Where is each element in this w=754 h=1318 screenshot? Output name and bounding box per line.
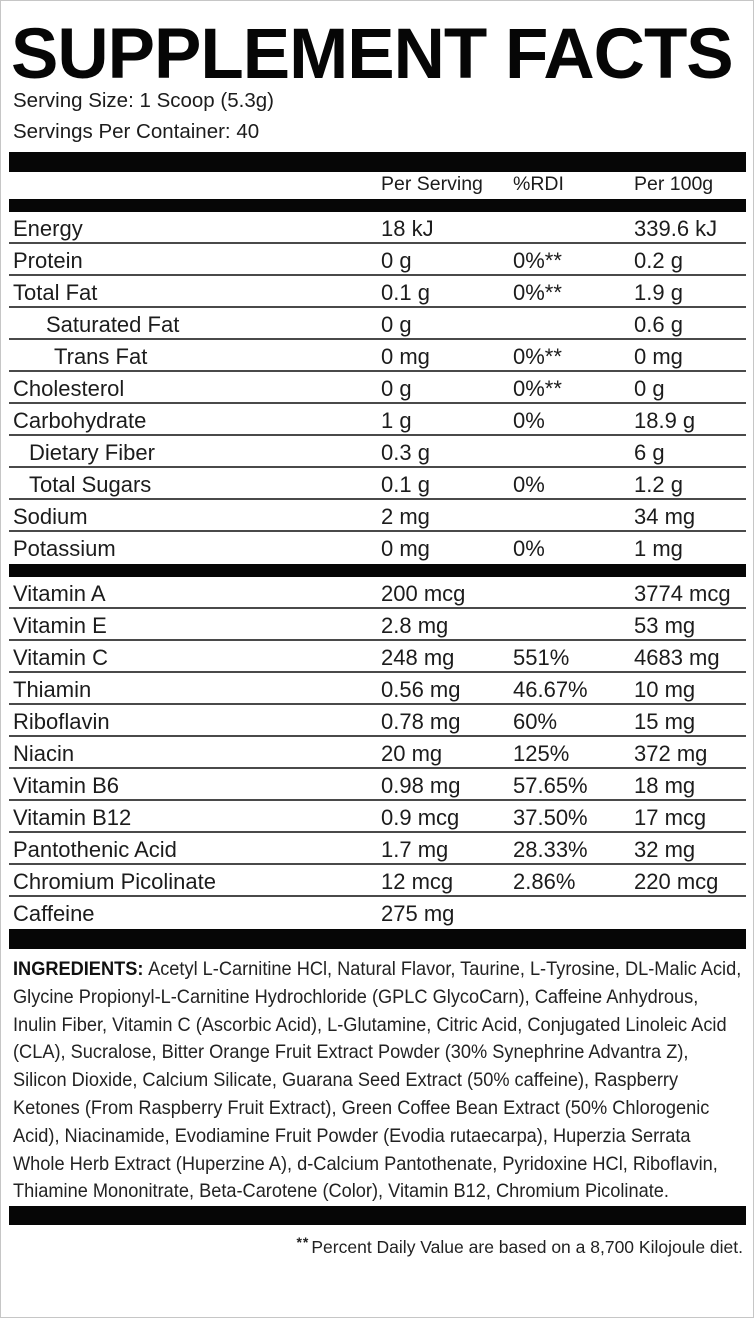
nutrient-row (1, 577, 753, 609)
rdi-value: 60% (513, 709, 558, 734)
rdi-value: 2.86% (513, 869, 576, 894)
column-header-per-100g: Per 100g (634, 173, 714, 195)
nutrient-row (1, 436, 753, 468)
nutrient-row (1, 532, 753, 564)
rdi-value: 551% (513, 645, 570, 670)
nutrient-row (1, 372, 753, 404)
nutrient-row (1, 833, 753, 865)
footnote-text: Percent Daily Value are based on a 8,700 Kilojoule diet. (311, 1237, 743, 1258)
rdi-value: 0% (513, 408, 545, 433)
ingredients-label: INGREDIENTS: (13, 958, 144, 980)
rdi-value: 0%** (513, 280, 562, 305)
per-serving-value: 0 g (381, 376, 412, 401)
per-serving-value: 12 mcg (381, 869, 454, 894)
nutrient-name: Cholesterol (13, 376, 125, 401)
per-serving-value: 1 g (381, 408, 412, 433)
ingredients-bottom-bar (9, 1206, 746, 1225)
per-100g-value: 0 mg (634, 344, 683, 369)
nutrient-row (1, 276, 753, 308)
per-100g-value: 372 mg (634, 741, 708, 766)
per-serving-value: 1.7 mg (381, 837, 449, 862)
rdi-value: 57.65% (513, 773, 588, 798)
per-100g-value: 1.2 g (634, 472, 683, 497)
per-serving-value: 248 mg (381, 645, 455, 670)
nutrient-name: Total Fat (13, 280, 98, 305)
nutrient-name: Vitamin B6 (13, 773, 119, 798)
nutrient-name: Trans Fat (54, 344, 148, 369)
per-100g-value: 32 mg (634, 837, 696, 862)
per-100g-value: 34 mg (634, 504, 696, 529)
nutrient-row (1, 340, 753, 372)
nutrient-name: Energy (13, 216, 83, 241)
per-serving-value: 0.78 mg (381, 709, 461, 734)
nutrient-row (1, 244, 753, 276)
per-serving-value: 0 mg (381, 344, 430, 369)
per-100g-value: 18 mg (634, 773, 696, 798)
rdi-value: 0%** (513, 248, 562, 273)
nutrient-name: Protein (13, 248, 83, 273)
per-serving-value: 2.8 mg (381, 613, 449, 638)
nutrient-name: Saturated Fat (46, 312, 180, 337)
nutrient-rows (1, 212, 753, 929)
nutrient-row (1, 641, 753, 673)
nutrient-name: Niacin (13, 741, 75, 766)
footnote (1, 1231, 743, 1258)
per-100g-value: 18.9 g (634, 408, 696, 433)
per-100g-value: 10 mg (634, 677, 696, 702)
header-divider-bar (9, 199, 746, 212)
per-100g-value: 0.2 g (634, 248, 683, 273)
nutrient-row (1, 737, 753, 769)
rdi-value: 28.33% (513, 837, 588, 862)
nutrient-row (1, 865, 753, 897)
ingredients-list-text: Acetyl L-Carnitine HCl, Natural Flavor, Taurine, L-Tyrosine, DL-Malic Acid, Glycine Propionyl-L-Carnitine Hydrochloride (GPLC GlycoCarn), Caffeine Anhydrous, Inulin Fiber, Vitamin C (Ascorbic Acid), L-Glutamine, Citric Acid, Conjugated Linoleic Acid (CLA), Sucralose, Bitter Orange Fruit Extract Powder (30% Synephrine Advantra Z), Silicon Dioxide, Calcium Silicate, Guarana Seed Extract (50% caffeine), Raspberry Ketones (From Raspberry Fruit Extract), Green Coffee Bean Extract (50% Chlorogenic Acid), Niacinamide, Evodiamine Fruit Powder (Evodia rutaecarpa), Huperzia Serrata Whole Herb Extract (Huperzine A), d-Calcium Pantothenate, Pyridoxine HCl, Riboflavin, Thiamine Mononitrate, Beta-Carotene (Color), Vitamin B12, Chromium Picolinate. (13, 958, 742, 1203)
rdi-value: 125% (513, 741, 570, 766)
per-serving-value: 2 mg (381, 504, 430, 529)
per-serving-value: 275 mg (381, 901, 455, 926)
per-100g-value: 15 mg (634, 709, 696, 734)
per-100g-value: 0 g (634, 376, 665, 401)
nutrient-name: Chromium Picolinate (13, 869, 216, 894)
nutrient-row (1, 897, 753, 929)
serving-size-text: Serving Size: 1 Scoop (5.3g) (13, 89, 274, 112)
per-serving-value: 200 mcg (381, 581, 466, 606)
column-header-per-serving: Per Serving (381, 173, 483, 195)
rdi-value: 0%** (513, 376, 562, 401)
nutrient-name: Vitamin B12 (13, 805, 132, 830)
per-100g-value: 6 g (634, 440, 665, 465)
nutrient-name: Vitamin C (13, 645, 108, 670)
per-serving-value: 18 kJ (381, 216, 434, 241)
nutrient-name: Vitamin E (13, 613, 107, 638)
per-serving-value: 20 mg (381, 741, 443, 766)
rdi-value: 46.67% (513, 677, 588, 702)
per-100g-value: 1.9 g (634, 280, 683, 305)
nutrient-row (1, 308, 753, 340)
rdi-value: 0%** (513, 344, 562, 369)
servings-per-container-text: Servings Per Container: 40 (13, 120, 260, 143)
per-100g-value: 3774 mcg (634, 581, 731, 606)
per-serving-value: 0.56 mg (381, 677, 461, 702)
column-header-rdi: %RDI (513, 173, 564, 195)
rdi-value: 0% (513, 472, 545, 497)
nutrient-name: Potassium (13, 536, 116, 561)
page-title: SUPPLEMENT FACTS (11, 15, 733, 94)
nutrient-row (1, 705, 753, 737)
nutrient-name: Dietary Fiber (29, 440, 155, 465)
per-serving-value: 0.98 mg (381, 773, 461, 798)
per-100g-value: 339.6 kJ (634, 216, 718, 241)
nutrient-name: Carbohydrate (13, 408, 147, 433)
per-100g-value: 4683 mg (634, 645, 720, 670)
nutrient-row (1, 609, 753, 641)
nutrient-name: Vitamin A (13, 581, 106, 606)
nutrient-name: Riboflavin (13, 709, 110, 734)
rdi-value: 37.50% (513, 805, 588, 830)
nutrient-name: Pantothenic Acid (13, 837, 177, 862)
per-100g-value: 0.6 g (634, 312, 683, 337)
per-serving-value: 0 g (381, 248, 412, 273)
per-100g-value: 220 mcg (634, 869, 719, 894)
per-100g-value: 1 mg (634, 536, 683, 561)
per-serving-value: 0 g (381, 312, 412, 337)
section-divider-bar (9, 564, 746, 577)
per-100g-value: 53 mg (634, 613, 696, 638)
per-serving-value: 0.1 g (381, 280, 430, 305)
nutrient-row (1, 468, 753, 500)
per-serving-value: 0 mg (381, 536, 430, 561)
ingredients-paragraph (13, 956, 743, 1206)
nutrient-name: Caffeine (13, 901, 95, 926)
table-header-row (1, 172, 753, 199)
nutrient-row (1, 673, 753, 705)
footnote-asterisks: ** (296, 1234, 310, 1251)
per-serving-value: 0.1 g (381, 472, 430, 497)
top-divider-bar (9, 152, 746, 172)
nutrient-row (1, 212, 753, 244)
rdi-value: 0% (513, 536, 545, 561)
nutrient-row (1, 801, 753, 833)
per-100g-value: 17 mcg (634, 805, 707, 830)
ingredients-top-bar (9, 929, 746, 949)
nutrient-name: Sodium (13, 504, 88, 529)
nutrient-row (1, 404, 753, 436)
nutrient-row (1, 500, 753, 532)
per-serving-value: 0.9 mcg (381, 805, 460, 830)
nutrient-name: Total Sugars (29, 472, 152, 497)
ingredients-section (13, 956, 741, 1206)
nutrient-name: Thiamin (13, 677, 92, 702)
per-serving-value: 0.3 g (381, 440, 430, 465)
nutrient-row (1, 769, 753, 801)
